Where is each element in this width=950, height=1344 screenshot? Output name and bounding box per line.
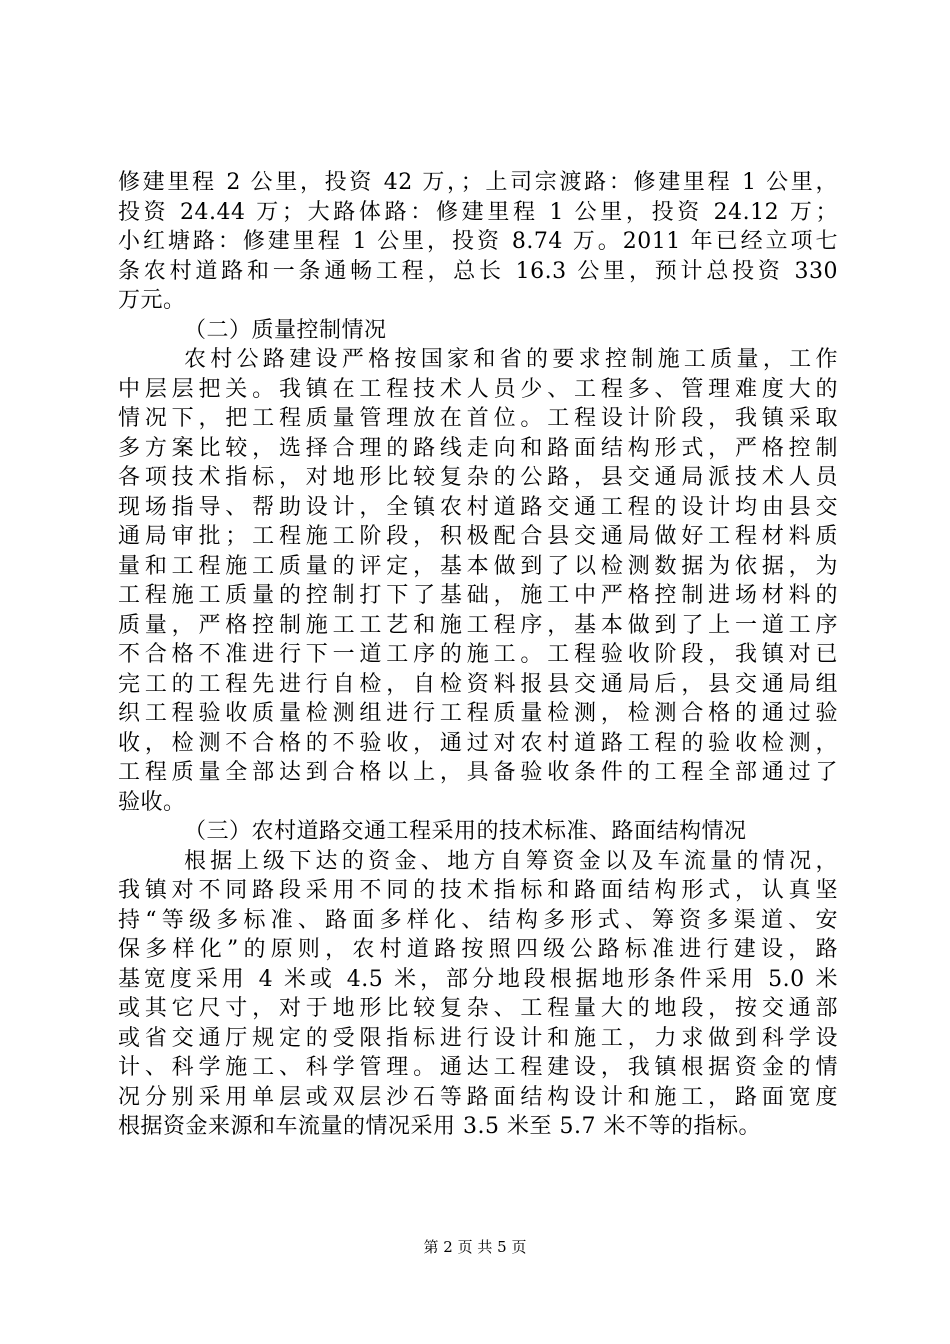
text-line: 收，检测不合格的不验收，通过对农村道路工程的验收检测， bbox=[118, 730, 838, 756]
text-line: 完工的工程先进行自检，自检资料报县交通局后，县交通局组 bbox=[118, 671, 838, 697]
text-line: 织工程验收质量检测组进行工程质量检测，检测合格的通过验 bbox=[118, 701, 838, 726]
section-heading: （三）农村道路交通工程采用的技术标准、路面结构情况 bbox=[184, 819, 747, 844]
text-line: 持“等级多标准、路面多样化、结构多形式、筹资多渠道、安 bbox=[118, 907, 838, 933]
text-line: 情况下，把工程质量管理放在首位。工程设计阶段，我镇采取 bbox=[118, 406, 838, 431]
text-line: 或省交通厅规定的受限指标进行设计和施工，力求做到科学设 bbox=[118, 1025, 838, 1051]
text-line: 保多样化”的原则，农村道路按照四级公路标准进行建设，路 bbox=[118, 937, 838, 962]
text-line: 工程质量全部达到合格以上，具备验收条件的工程全部通过了 bbox=[118, 760, 838, 785]
text-line: 通局审批；工程施工阶段，积极配合县交通局做好工程材料质 bbox=[118, 524, 838, 549]
text-line: 量和工程施工质量的评定，基本做到了以检测数据为依据，为 bbox=[118, 553, 838, 579]
text-line: 农村公路建设严格按国家和省的要求控制施工质量，工作 bbox=[184, 347, 838, 372]
document-body bbox=[118, 168, 838, 1142]
text-line: 多方案比较，选择合理的路线走向和路面结构形式，严格控制 bbox=[118, 435, 838, 461]
text-line: 条农村道路和一条通畅工程，总长 16.3 公里，预计总投资 330 bbox=[118, 258, 838, 284]
text-line: 小红塘路：修建里程 1 公里，投资 8.74 万。2011 年已经立项七 bbox=[118, 229, 838, 254]
text-line: 现场指导、帮助设计，全镇农村道路交通工程的设计均由县交 bbox=[118, 494, 838, 520]
text-line: 万元。 bbox=[118, 288, 186, 313]
text-line: 基宽度采用 4 米或 4.5 米，部分地段根据地形条件采用 5.0 米 bbox=[118, 966, 838, 992]
text-line: 修建里程 2 公里，投资 42 万，；上司宗渡路：修建里程 1 公里， bbox=[118, 170, 838, 195]
section-heading: （二）质量控制情况 bbox=[184, 317, 387, 343]
text-line: 质量，严格控制施工工艺和施工程序，基本做到了上一道工序 bbox=[118, 612, 838, 638]
text-line: 各项技术指标，对地形比较复杂的公路，县交通局派技术人员 bbox=[118, 465, 838, 490]
page-number-footer: 第 2 页 共 5 页 bbox=[423, 1238, 527, 1256]
text-line: 根据上级下达的资金、地方自筹资金以及车流量的情况， bbox=[184, 848, 838, 874]
text-line: 或其它尺寸，对于地形比较复杂、工程量大的地段，按交通部 bbox=[118, 996, 838, 1021]
text-line: 中层层把关。我镇在工程技术人员少、工程多、管理难度大的 bbox=[118, 376, 838, 402]
text-line: 验收。 bbox=[118, 789, 186, 815]
text-line: 投资 24.44 万；大路体路：修建里程 1 公里，投资 24.12 万； bbox=[118, 199, 838, 225]
text-line: 根据资金来源和车流量的情况采用 3.5 米至 5.7 米不等的指标。 bbox=[118, 1114, 761, 1139]
text-line: 工程施工质量的控制打下了基础，施工中严格控制进场材料的 bbox=[118, 583, 838, 608]
text-line: 况分别采用单层或双层沙石等路面结构设计和施工，路面宽度 bbox=[118, 1084, 838, 1110]
text-line: 计、科学施工、科学管理。通达工程建设，我镇根据资金的情 bbox=[118, 1055, 838, 1080]
text-line: 我镇对不同路段采用不同的技术指标和路面结构形式，认真坚 bbox=[118, 878, 838, 903]
text-line: 不合格不准进行下一道工序的施工。工程验收阶段，我镇对已 bbox=[118, 642, 838, 667]
